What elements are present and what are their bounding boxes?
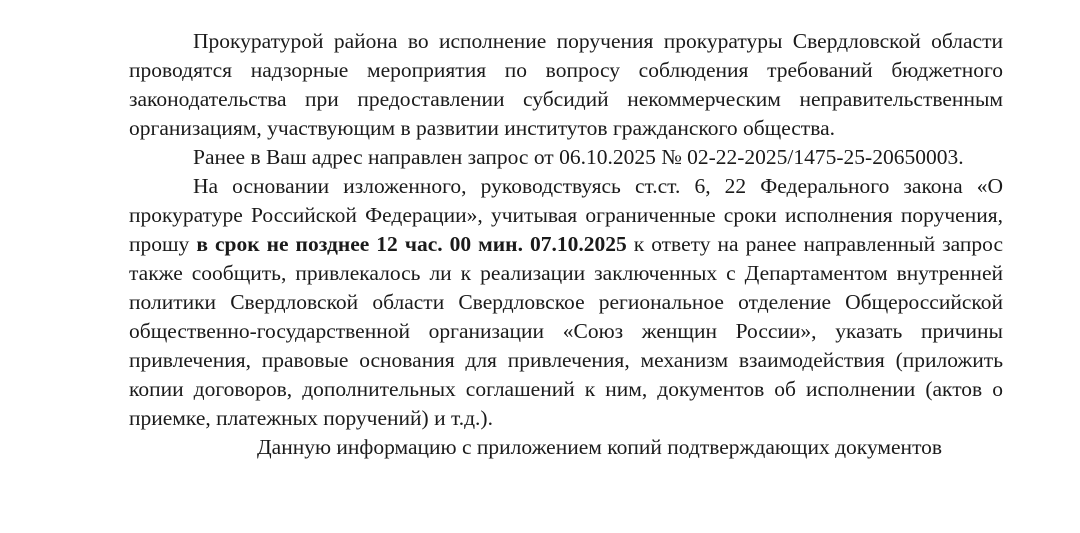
deadline-bold-text: в срок не позднее 12 час. 00 мин. 07.10.2025 — [196, 232, 627, 256]
paragraph-2: Ранее в Ваш адрес направлен запрос от 06.10.2025 № 02-22-2025/1475-25-20650003. — [193, 145, 964, 169]
paragraph-4-partial-text: Данную информацию с приложением копий подтверждающих документов — [257, 435, 943, 459]
paragraph-4-cut-off — [129, 433, 1003, 459]
paragraph-3-text-after: к ответу на ранее направленный запрос также сообщить, привлекалось ли к реализации заключенных с Департаментом внутренней политики Свердловской области Свердловское региональное отделение Общероссийской общественно-государственной организации «Союз женщин России», указать причины привлечения, правовые основания для привлечения, механизм взаимодействия (приложить копии договоров, дополнительных соглашений к ним, документов об исполнении (актов о приемке, платежных поручений) и т.д.). — [129, 232, 1003, 430]
document-page — [129, 27, 1003, 459]
paragraph-3-text-before: На основании изложенного, руководствуясь ст.ст. 6, 22 Федерального закона «О прокуратуре Российской Федерации», учитывая ограниченные сроки исполнения поручения, прошу — [129, 174, 1003, 256]
paragraph-3 — [129, 172, 1003, 433]
paragraph-1: Прокуратурой района во исполнение поручения прокуратуры Свердловской области проводятся надзорные мероприятия по вопросу соблюдения требований бюджетного законодательства при предоставлении субсидий некоммерческим неправительственным организациям, участвующим в развитии институтов гражданского общества. — [129, 29, 1003, 140]
